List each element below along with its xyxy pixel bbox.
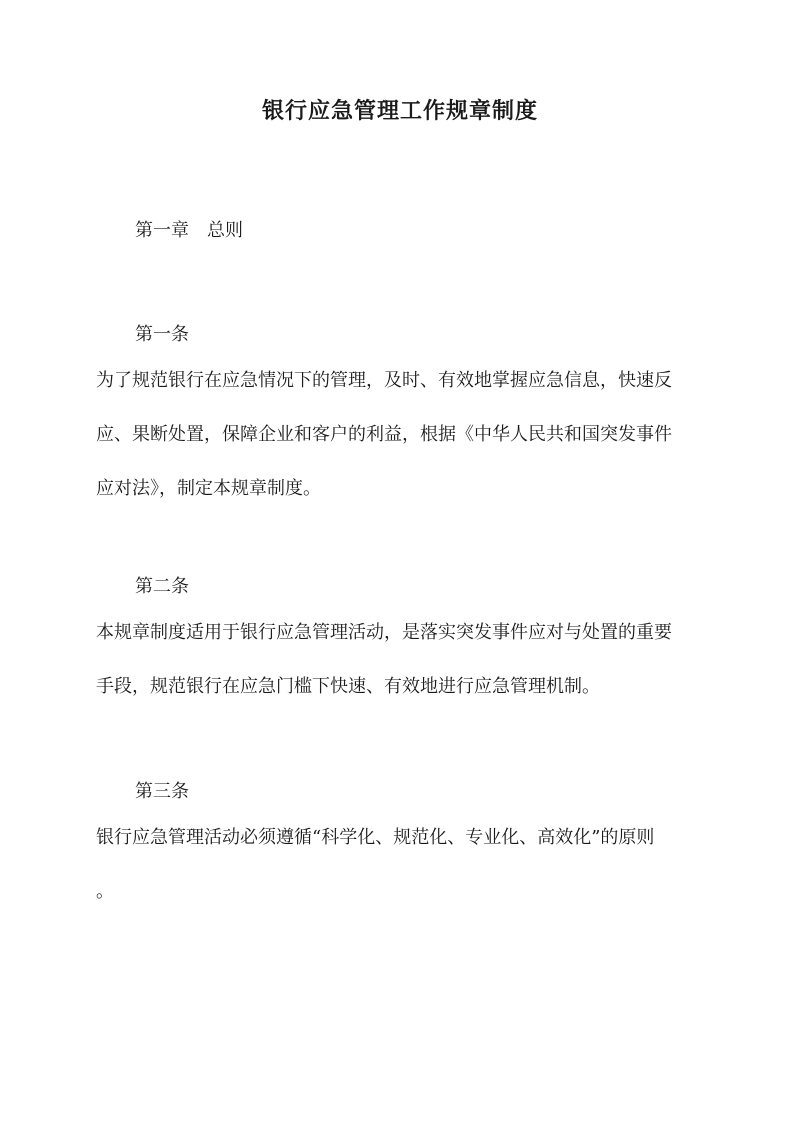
article-3 <box>96 780 706 934</box>
document-title: 银行应急管理工作规章制度 <box>261 98 538 124</box>
article-text-line: 手段，规范银行在应急门槛下快速、有效地进行应急管理机制。 <box>96 676 600 697</box>
article-text-line: 银行应急管理活动必须遵循“科学化、规范化、专业化、高效化”的原则 <box>96 827 655 848</box>
article-heading: 第三条 <box>135 781 189 802</box>
article-text-line: 为了规范银行在应急情况下的管理，及时、有效地掌握应急信息，快速反 <box>96 370 672 391</box>
article-heading: 第二条 <box>135 576 189 597</box>
article-2 <box>96 575 706 729</box>
article-1 <box>96 323 706 531</box>
article-text-line: 应对法》，制定本规章制度。 <box>96 478 321 499</box>
article-heading: 第一条 <box>135 324 189 345</box>
article-text-line: 本规章制度适用于银行应急管理活动，是落实突发事件应对与处置的重要 <box>96 622 672 643</box>
article-text-line: 应、果断处置，保障企业和客户的利益，根据《中华人民共和国突发事件 <box>96 424 672 445</box>
chapter-heading: 第一章 总则 <box>135 220 243 241</box>
article-text-line: 。 <box>96 881 114 902</box>
